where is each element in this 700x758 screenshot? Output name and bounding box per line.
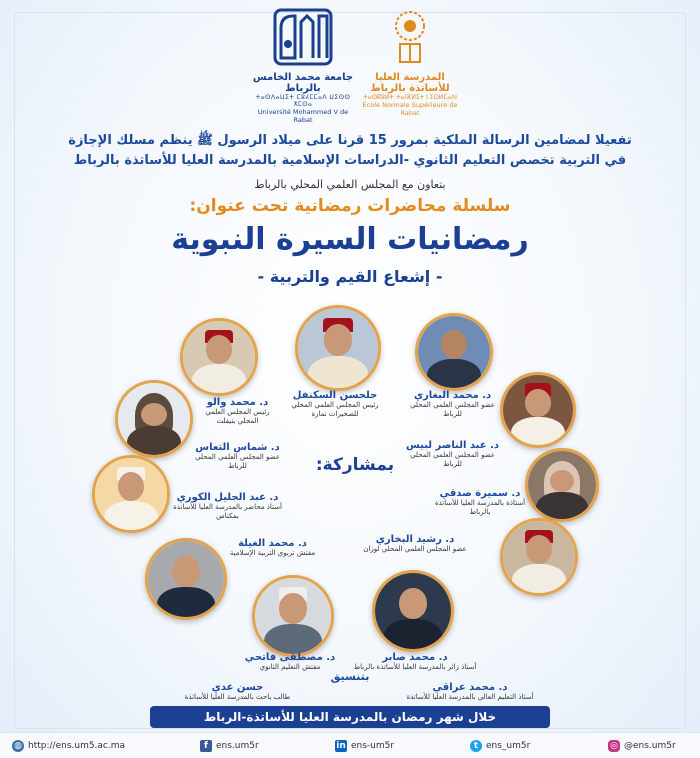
twitter-link[interactable] bbox=[470, 738, 530, 754]
participant-role: عضو المجلس العلمي المحلي لوزان bbox=[363, 545, 467, 553]
participant-photo-3 bbox=[180, 318, 258, 396]
university-name-tifinagh: ⵜⴰⵙⴷⴰⵡⵉⵜ ⵎⵓⵃⵎⵎⴰⴷ ⵡⵉⵙⵙ ⵅⵎⵙⴰ bbox=[255, 94, 351, 108]
participant-photo-8 bbox=[500, 518, 578, 596]
coordinator-1 bbox=[175, 682, 300, 702]
participant-8 bbox=[350, 534, 480, 554]
facebook-text: ens.um5r bbox=[216, 741, 259, 751]
participant-name: د. سميرة صدقي bbox=[439, 488, 521, 499]
linkedin-icon: in bbox=[336, 741, 346, 751]
facebook-link[interactable] bbox=[200, 738, 259, 754]
university-name-french: Université Mohammed V de Rabat bbox=[257, 108, 349, 124]
poster-title: رمضانيات السيرة النبوية bbox=[171, 222, 529, 257]
ens-name-tifinagh: ⵜⴰⵙⴽⵓⵍⵜ ⵜⴰⵏⴼⵍⵉⵜ ⵏ ⵉⵙⵍⵎⴰⴷⵏ bbox=[363, 94, 457, 101]
participant-name: د. محمد صابر bbox=[382, 652, 448, 663]
participant-7 bbox=[170, 492, 285, 521]
website-text: http://ens.um5.ac.ma bbox=[28, 741, 126, 751]
participant-role: أستاذ زائر بالمدرسة العليا للأساتذة بالرباط bbox=[353, 663, 477, 671]
coordinator-name: حسن عدي bbox=[211, 682, 264, 693]
participant-photo-4 bbox=[500, 372, 576, 448]
participant-photo-9 bbox=[145, 538, 227, 620]
ens-logo bbox=[355, 8, 465, 117]
participant-5 bbox=[190, 442, 285, 471]
intro-line-2: في التربية تخصص التعليم الثانوي -الدراسات الإسلامية بالمدرسة العليا للأساتذة بالرباط bbox=[73, 153, 627, 168]
participant-role: عضو المجلس العلمي المحلي للرباط bbox=[410, 401, 495, 418]
participant-photo-11 bbox=[372, 570, 454, 652]
instagram-link[interactable] bbox=[608, 738, 676, 754]
participant-6 bbox=[430, 488, 530, 517]
participant-name: د. شماس التعاس bbox=[195, 442, 280, 453]
participant-role: عضو المجلس العلمي المحلي للرباط bbox=[195, 453, 280, 470]
participant-9 bbox=[225, 538, 320, 558]
website-link[interactable] bbox=[12, 738, 125, 754]
participant-name: د. عبد الجليل الكوري bbox=[176, 492, 279, 503]
banner-text: خلال شهر رمضان بالمدرسة العليا للأساتذة-الرباط bbox=[203, 710, 497, 724]
ens-name-arabic: المدرسة العليا للأساتذة بالرباط bbox=[370, 72, 450, 94]
instagram-text: @ens.um5r bbox=[624, 741, 676, 751]
participant-2 bbox=[405, 390, 500, 419]
facebook-icon: f bbox=[200, 740, 212, 752]
participant-3 bbox=[195, 397, 280, 426]
university-name-arabic: جامعة محمد الخامس بالرباط bbox=[252, 72, 354, 94]
participant-10 bbox=[240, 652, 340, 672]
twitter-icon: t bbox=[470, 740, 482, 752]
participant-photo-10 bbox=[252, 575, 334, 657]
participant-1 bbox=[290, 390, 380, 419]
participant-name: د. محمد والو bbox=[206, 397, 269, 408]
university-logo bbox=[248, 8, 358, 124]
coordinator-role: طالب باحث بالمدرسة العليا للأساتذة bbox=[184, 693, 291, 701]
footer bbox=[0, 732, 700, 758]
participant-role: مفتش تربوي التربية الإسلامية bbox=[229, 549, 316, 557]
participant-role: رئيس المجلس العلمي المحلي بتيفلت bbox=[205, 408, 270, 425]
participant-role: عضو المجلس العلمي المحلي للرباط bbox=[410, 451, 495, 468]
cooperation-line: بتعاون مع المجلس العلمي المحلي بالرباط bbox=[254, 178, 446, 191]
participant-name: د. محمد الغيلة bbox=[238, 538, 307, 549]
participation-label: بمشاركة: bbox=[315, 455, 395, 475]
participant-role: رئيس المجلس العلمي المحلي للصخيرات تمارة bbox=[291, 401, 379, 418]
coordinator-2 bbox=[405, 682, 535, 702]
intro-line-1: تفعيلا لمضامين الرسالة الملكية بمرور 15 قرنا على ميلاد الرسول ﷺ ينظم مسلك الإجازة bbox=[68, 133, 632, 148]
globe-icon: ◍ bbox=[12, 740, 24, 752]
participant-photo-7 bbox=[92, 455, 170, 533]
participant-photo-5 bbox=[115, 380, 193, 458]
ens-name-french: École Normale Supérieure de Rabat bbox=[362, 101, 458, 117]
ramadan-banner bbox=[150, 706, 550, 728]
participant-role: أستاذ محاضر بالمدرسة العليا للأساتذة بمكناس bbox=[173, 503, 282, 520]
coordinator-role: أستاذ التعليم العالي بالمدرسة العليا للأساتذة bbox=[406, 693, 534, 701]
linkedin-link[interactable] bbox=[335, 738, 394, 754]
participant-name: د. عبد الناصر لبيس bbox=[405, 440, 500, 451]
participant-name: د. محمد البغاري bbox=[413, 390, 492, 401]
participant-11 bbox=[350, 652, 480, 672]
twitter-text: ens_um5r bbox=[486, 741, 531, 751]
coordination-label: بتنسيق bbox=[330, 670, 370, 683]
participant-name: حلحسن السكنفل bbox=[292, 390, 378, 401]
ens-emblem-icon bbox=[385, 8, 435, 66]
participant-name: د. رشيد البخاري bbox=[375, 534, 455, 545]
instagram-icon: ◎ bbox=[608, 740, 620, 752]
linkedin-text: ens-um5r bbox=[351, 741, 395, 751]
series-label: سلسلة محاضرات رمضانية تحت عنوان: bbox=[189, 196, 511, 216]
participant-role: مفتش التعليم الثانوي bbox=[259, 663, 321, 671]
participant-name: د. مصطفى فاتحي bbox=[244, 652, 336, 663]
participant-photo-6 bbox=[525, 448, 599, 522]
poster-subtitle: - إشعاع القيم والتربية - bbox=[257, 267, 443, 286]
participant-role: أستاذة بالمدرسة العليا للأساتذة بالرباط bbox=[434, 499, 526, 516]
participant-photo-2 bbox=[415, 313, 493, 391]
coordinator-name: د. محمد عراقي bbox=[432, 682, 508, 693]
participant-photo-1 bbox=[295, 305, 381, 391]
university-emblem-icon bbox=[273, 8, 333, 66]
